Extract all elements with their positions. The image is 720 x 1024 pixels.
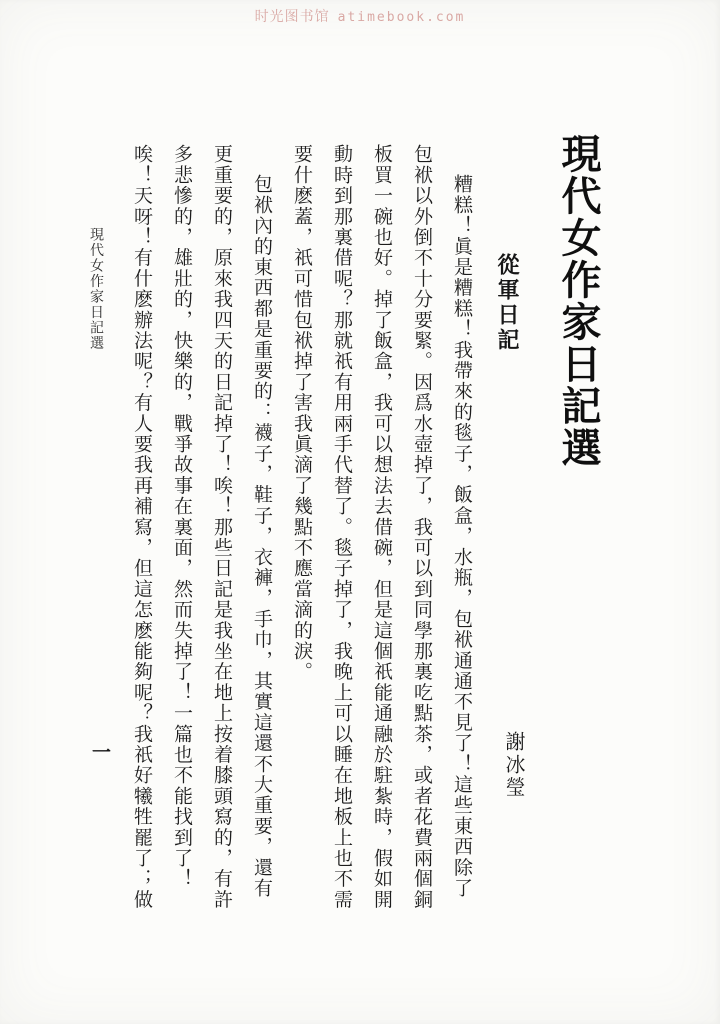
text-column-2: 包袱以外倒不十分要緊。因爲水壺掉了，我可以到同學那裏吃點茶，或者花費兩個銅 (411, 144, 433, 910)
text-column-1: 糟糕！眞是糟糕！我帶來的毯子，飯盒，水瓶，包袱通通不見了！這些東西除了 (451, 174, 473, 899)
author-name: 謝冰瑩 (502, 731, 526, 800)
text-column-5: 要什麽蓋，祇可惜包袱掉了害我眞滴了幾點不應當滴的淚。 (291, 144, 313, 683)
watermark-site-name: 时光图书馆 (254, 9, 330, 25)
text-column-7: 更重要的，原來我四天的日記掉了！唉！那些日記是我坐在地上按着膝頭寫的，有許 (211, 144, 233, 910)
diary-body-text (130, 144, 474, 934)
text-column-6: 包袱內的東西都是重要的：襪子，鞋子，衣褲，手巾，其實這還不大重要，還有 (251, 174, 273, 899)
page-number: 一 (89, 742, 111, 761)
text-column-3: 板買一碗也好。掉了飯盒，我可以想法去借碗，但是這個祇能通融於駐紮時，假如開 (371, 144, 393, 910)
text-column-8: 多悲慘的，雄壯的，快樂的，戰爭故事在裏面，然而失掉了！一篇也不能找到了！ (171, 144, 193, 890)
watermark-site-url: atimebook.com (337, 10, 466, 25)
text-column-4: 動時到那裏借呢？那就祇有用兩手代替了。毯子掉了，我晚上可以睡在地板上也不需 (331, 144, 353, 910)
watermark (0, 6, 720, 26)
book-title: 現代女作家日記選 (555, 133, 602, 469)
chapter-title: 從軍日記 (494, 253, 520, 353)
text-column-9: 唉！天呀！有什麽辦法呢？有人要我再補寫，但這怎麽能夠呢？我祇好犧牲罷了；做 (131, 144, 153, 910)
running-title: 現代女作家日記選 (88, 227, 104, 351)
